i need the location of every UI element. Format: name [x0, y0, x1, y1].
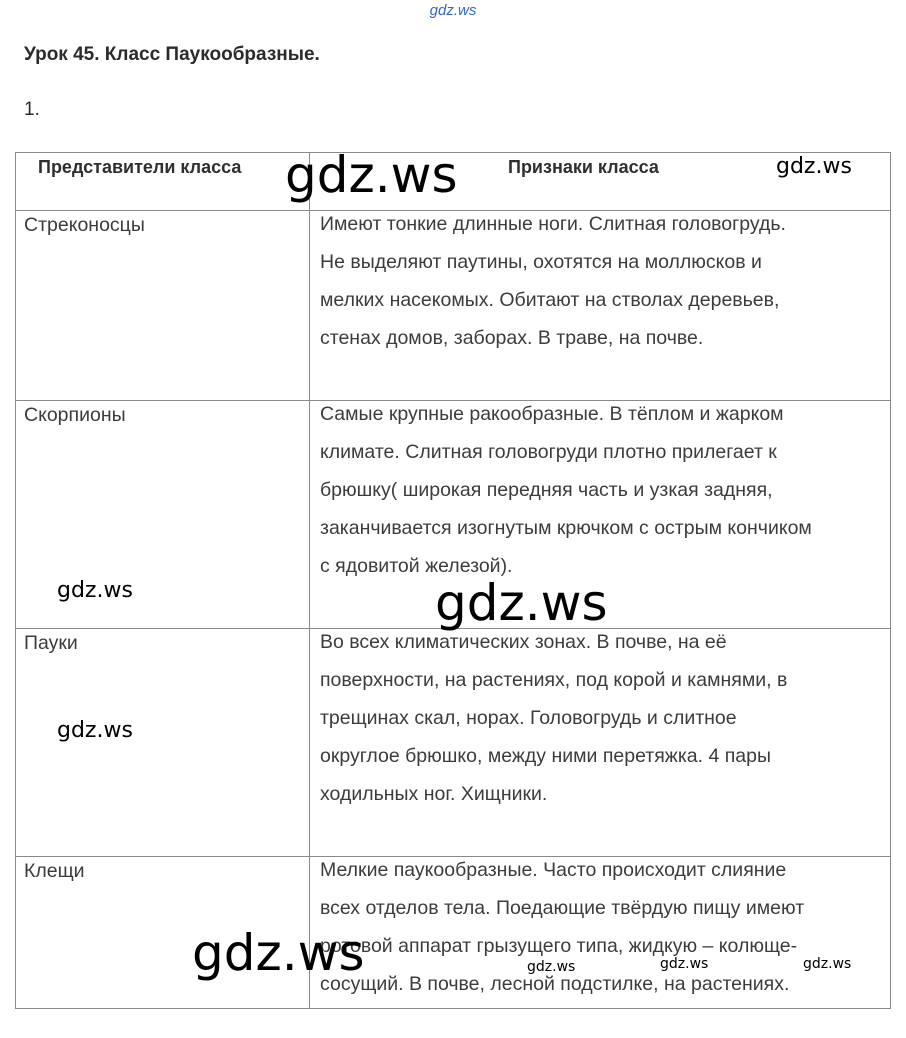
desc-line: брюшку( широкая передняя часть и узкая задняя,: [320, 479, 773, 501]
desc-line: всех отделов тела. Поедающие твёрдую пищу имеют: [320, 897, 805, 919]
desc-line: поверхности, на растениях, под корой и камнями, в: [320, 669, 788, 691]
watermark: gdz.ws: [57, 718, 133, 743]
desc-line: Самые крупные ракообразные. В тёплом и жарком: [320, 403, 784, 425]
desc-line: климате. Слитная головогруди плотно прилегает к: [320, 441, 777, 463]
watermark: gdz.ws: [57, 578, 133, 603]
desc-line: сосущий. В почве, лесной подстилке, на растениях.: [320, 973, 790, 995]
desc-line: с ядовитой железой).: [320, 555, 513, 577]
desc-line: ходильных ног. Хищники.: [320, 783, 548, 805]
row-name-kleshchi: Клещи: [24, 860, 85, 882]
watermark: gdz.ws: [776, 154, 852, 179]
desc-line: ротовой аппарат грызущего типа, жидкую – колюще-: [320, 935, 798, 957]
watermark: gdz.ws: [285, 146, 458, 204]
row-description: [320, 623, 880, 813]
row-description: [320, 395, 880, 585]
desc-line: Не выделяют паутины, охотятся на моллюсков и: [320, 251, 762, 273]
desc-line: заканчивается изогнутым крючком с острым кончиком: [320, 517, 812, 539]
header-representatives: Представители класса: [38, 157, 242, 177]
desc-line: округлое брюшко, между ними перетяжка. 4 пары: [320, 745, 772, 767]
watermark: gdz.ws: [660, 956, 709, 972]
desc-line: Имеют тонкие длинные ноги. Слитная головогрудь.: [320, 213, 786, 235]
lesson-title: Урок 45. Класс Паукообразные.: [24, 44, 320, 65]
row-description: [320, 205, 880, 357]
row-name-strekonostsy: Стреконосцы: [24, 214, 145, 236]
watermark: gdz.ws: [527, 959, 576, 975]
site-tag[interactable]: gdz.ws: [429, 2, 477, 19]
desc-line: Во всех климатических зонах. В почве, на её: [320, 631, 727, 653]
row-name-skorpiony: Скорпионы: [24, 404, 126, 426]
task-number: 1.: [24, 99, 40, 120]
desc-line: трещинах скал, норах. Головогрудь и слитное: [320, 707, 737, 729]
header-features: Признаки класса: [508, 157, 659, 177]
desc-line: мелких насекомых. Обитают на стволах деревьев,: [320, 289, 780, 311]
desc-line: стенах домов, заборах. В траве, на почве.: [320, 327, 704, 349]
row-name-pauki: Пауки: [24, 632, 78, 654]
watermark: gdz.ws: [192, 924, 365, 982]
watermark: gdz.ws: [435, 574, 608, 632]
desc-line: Мелкие паукообразные. Часто происходит слияние: [320, 859, 787, 881]
watermark: gdz.ws: [803, 956, 852, 972]
row-description: [320, 851, 880, 1003]
